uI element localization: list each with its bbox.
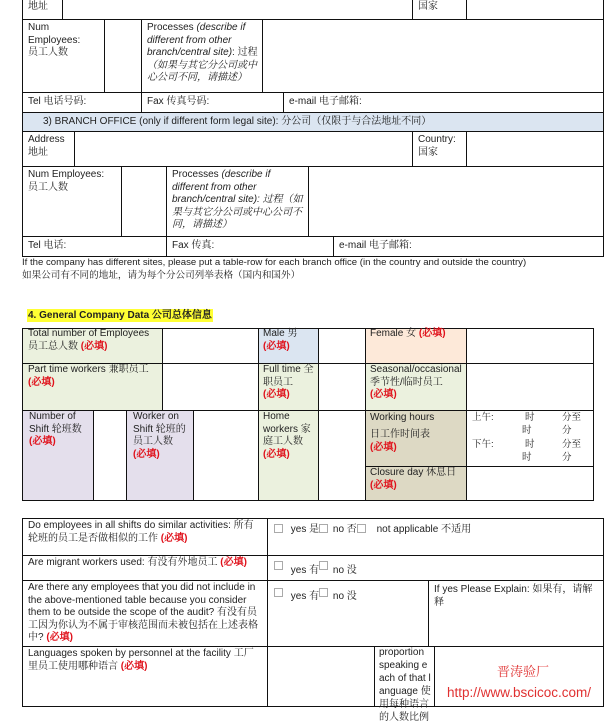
closure-day-label [366,467,466,500]
required-mark: (必填) [29,436,56,447]
required-mark: (必填) [46,632,74,643]
num-employees-label [23,21,104,91]
q-excluded-employees-options [268,588,428,608]
processes-field[interactable] [263,20,603,92]
processes-label-cn: : 过程 [232,47,258,58]
q-languages [23,647,267,706]
branch-email-field[interactable]: e-mail 电子邮箱: [339,240,412,251]
num-employees-field[interactable] [105,20,141,92]
branch-address-label-cn: 地址 [28,146,48,158]
q-migrant-workers [23,556,267,580]
watermark-url[interactable]: http://www.bscicoc.com/ [447,685,592,700]
fax-field[interactable]: Fax 传真号码: [147,96,210,107]
seasonal-text: Seasonal/occasional 季节性/临时员工 [370,364,462,388]
num-shift-field[interactable] [94,411,126,500]
branch-note [22,257,607,285]
part-time-text: Part time workers 兼职员工 [28,364,149,375]
hour-label: 时 [522,452,532,463]
branch-num-employees-en: Num Employees: [28,169,105,180]
num-employees-label-cn: 员工人数 [28,47,68,58]
required-mark: (必填) [120,660,148,672]
branch-note-en: If the company has different sites, please put a table-row for each branch office (in the country and outside the country) [22,257,527,268]
branch-processes-cn: : 过程（如果与其它分公司或中心公司不同，请描述） [172,194,303,230]
total-employees-field[interactable] [163,329,258,363]
hour-label: 时 [525,412,535,423]
not-applicable-checkbox[interactable] [357,524,366,533]
branch-num-employees-cn: 员工人数 [28,181,68,193]
q-excluded-employees [23,581,267,646]
branch-address-label [23,133,75,166]
branch-processes-field[interactable] [309,167,603,236]
q-excluded-employees-text: Are there any employees that you did not include in the above-mentioned table because you consider them to be outside the scope of the audit? 有没有员工因为你认为不属于审核范围而未被包括在上述表格中? [28,582,258,643]
required-mark: (必填) [263,389,290,400]
branch-country-label-en: Country: [418,134,456,145]
required-mark: (必填) [160,532,188,544]
female-text: Female 女 [370,328,419,339]
branch-country-label [413,133,466,166]
yes-option-label: yes 有 [290,565,320,576]
full-time-label [259,364,318,410]
branch-tel-field[interactable]: Tel 电话: [28,240,67,251]
worker-on-shift-label [127,411,193,500]
required-mark: (必填) [263,340,290,352]
no-option-label: no 否 [332,524,357,535]
seasonal-field[interactable] [467,364,593,410]
hour-label: 时 [525,439,535,450]
female-field[interactable] [467,329,593,363]
yes-checkbox[interactable] [274,588,283,597]
worker-on-shift-field[interactable] [194,411,258,500]
branch-processes-label [167,168,309,236]
full-time-field[interactable] [319,364,365,410]
not-applicable-option-label: not applicable 不适用 [376,524,472,535]
working-hours-field[interactable] [467,411,593,466]
yes-option-label: yes 有 [290,591,320,602]
branch-note-cn: 如果公司有不同的地址，请为每个分公司列举表格（国内和国外） [22,269,301,281]
male-field[interactable] [319,329,365,363]
closure-day-text: Closure day 休息日 [370,467,457,478]
num-employees-label-en: Num Employees: [28,22,81,46]
minute-label: 分 [562,425,572,436]
required-mark: (必填) [263,448,290,460]
branch-address-label-en: Address [28,134,65,145]
branch-country-label-cn: 国家 [418,146,438,158]
processes-label-cn-desc: （如果与其它分公司或中心公司不同，请描述） [147,59,257,83]
no-checkbox[interactable] [319,561,328,570]
working-hours-en: Working hours [370,412,435,423]
female-label [366,328,466,363]
total-employees-label [23,328,163,363]
branch-processes-en: Processes [172,169,222,180]
proportion-label: proportion speaking each of that language 使用每种语言的人数比例 [379,647,431,723]
yes-checkbox[interactable] [274,561,283,570]
required-mark: (必填) [370,442,397,453]
required-mark: (必填) [28,376,55,388]
address-label: 地址 [28,1,48,12]
yes-option-label: yes 是 [290,524,320,535]
seasonal-label [366,364,466,410]
languages-field[interactable] [268,647,374,706]
q-languages-text: Languages spoken by personnel at the facility 工厂里员工使用哪种语言 [28,648,254,672]
section4-title: 4. General Company Data 公司总体信息 [28,310,212,321]
num-shift-label [23,411,93,500]
required-mark: (必填) [80,340,108,352]
branch-processes-desc: (describe if different from other branch/central site) [172,169,271,205]
branch-address-field[interactable] [75,132,412,166]
closure-day-field[interactable] [467,467,593,500]
required-mark: (必填) [133,448,160,460]
processes-label [142,21,263,91]
hour-label: 时 [522,425,532,436]
branch-num-employees-field[interactable] [122,167,166,236]
part-time-field[interactable] [163,364,258,410]
email-field[interactable]: e-mail 电子邮箱: [289,96,362,107]
q-migrant-workers-options [268,561,603,580]
watermark-cn: 晋涛验厂 [497,664,550,679]
total-employees-text: Total number of Employees 员工总人数 [28,328,150,352]
worker-on-shift-text: Worker on Shift 轮班的员工人数 [133,411,186,447]
no-option-label: no 没 [332,591,357,602]
minute-label: 分 [562,452,572,463]
yes-checkbox[interactable] [274,524,283,533]
required-mark: (必填) [418,328,446,339]
branch-fax-field[interactable]: Fax 传真: [172,240,215,251]
explain-field[interactable]: If yes Please Explain: 如果有，请解释 [434,584,593,608]
required-mark: (必填) [220,557,247,568]
am-label: 上午: [472,412,494,423]
country-label: 国家 [418,1,438,12]
q-shifts-similar [23,519,267,555]
q-shifts-similar-options [268,523,603,553]
num-shift-text: Number of Shift 轮班数 [29,411,82,435]
home-workers-text: Home workers 家庭工人数 [263,411,311,447]
q-migrant-workers-text: Are migrant workers used: 有没有外地员工 [28,557,221,568]
minute-to-label: 分至 [562,412,582,423]
working-hours-label [366,411,466,466]
processes-label-en: Processes [147,22,197,33]
branch-country-field[interactable] [467,132,603,166]
required-mark: (必填) [370,479,397,491]
male-label [259,328,318,363]
no-checkbox[interactable] [319,524,328,533]
working-hours-cn: 日工作时间表 [370,429,430,440]
q-shifts-similar-text: Do employees in all shifts do similar activities: 所有轮班的员工是否做相似的工作 [28,520,254,544]
branch-office-title: 3) BRANCH OFFICE (only if different form legal site): 分公司（仅限于与合法地址不同） [43,116,432,127]
home-workers-field[interactable] [319,411,365,500]
no-option-label: no 没 [332,565,357,576]
part-time-label [23,364,163,410]
processes-label-desc: (describe if different from other branch/central site) [147,22,246,58]
country-field[interactable] [467,0,603,19]
required-mark: (必填) [370,389,397,400]
home-workers-label [259,411,318,500]
branch-num-employees-label [23,168,121,236]
address-field[interactable] [63,0,412,19]
pm-label: 下午: [472,439,494,450]
no-checkbox[interactable] [319,588,328,597]
tel-field[interactable]: Tel 电话号码: [28,96,87,107]
minute-to-label: 分至 [562,439,582,450]
full-time-text: Full time 全职员工 [263,364,314,388]
male-text: Male 男 [263,328,298,339]
